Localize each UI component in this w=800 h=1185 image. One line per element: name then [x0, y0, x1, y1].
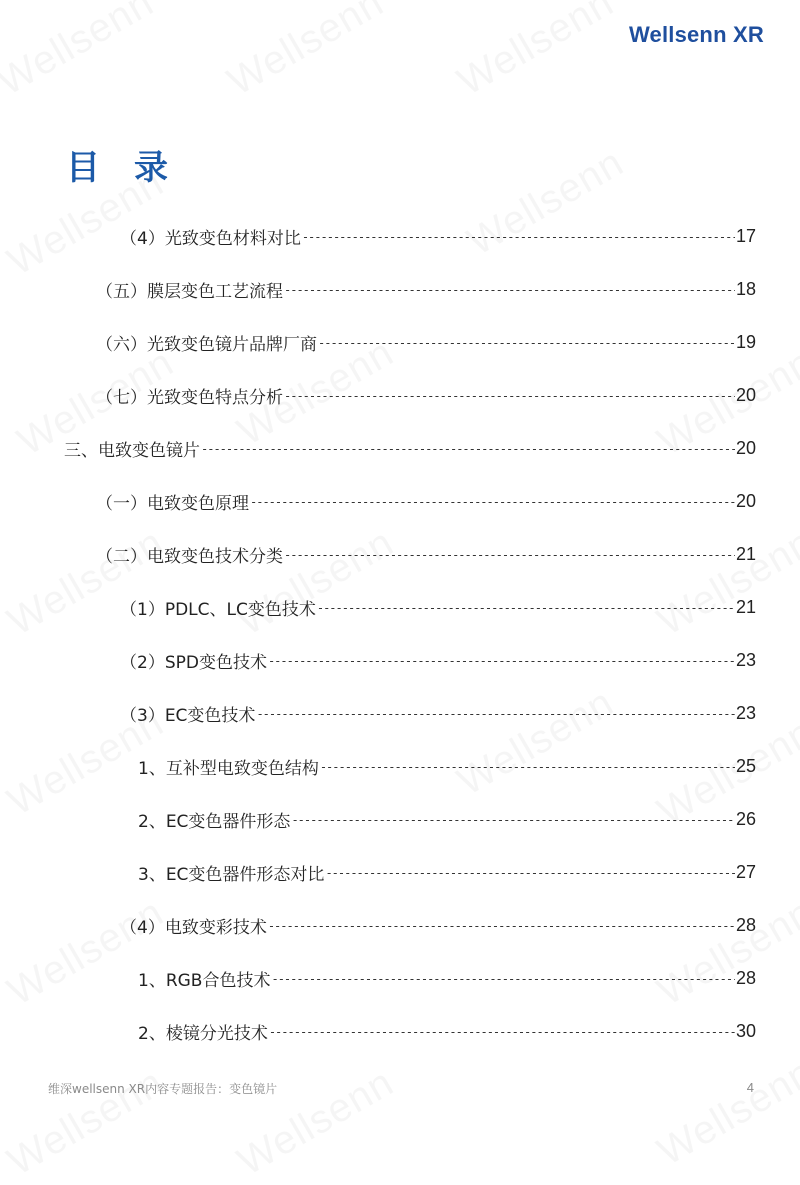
toc-entry[interactable] [64, 422, 756, 475]
toc-entry[interactable] [96, 475, 756, 528]
toc-entry-page: 20 [735, 385, 756, 405]
toc-leader-dashes [269, 1025, 735, 1039]
toc-entry[interactable] [96, 369, 756, 422]
toc-entry-page: 23 [735, 650, 756, 670]
toc-entry-label: （4）电致变彩技术 [120, 918, 267, 938]
toc-entry[interactable] [96, 316, 756, 369]
toc-entry[interactable] [120, 899, 756, 952]
toc-entry-label: 3、EC变色器件形态对比 [138, 865, 325, 885]
toc-leader-dashes [284, 548, 735, 562]
toc-leader-dashes [284, 389, 735, 403]
toc-leader-dashes [291, 813, 735, 827]
toc-leader-dashes [325, 866, 735, 880]
toc-leader-dashes [284, 283, 735, 297]
toc-entry-label: （4）光致变色材料对比 [120, 229, 301, 249]
page-title: 目录 [66, 148, 202, 188]
toc-entry-label: （2）SPD变色技术 [120, 653, 267, 673]
toc-entry-label: （七）光致变色特点分析 [96, 388, 283, 408]
toc-leader-dashes [250, 495, 735, 509]
toc-leader-dashes [320, 760, 735, 774]
toc-entry-page: 23 [735, 703, 756, 723]
toc-entry[interactable] [138, 846, 756, 899]
toc-entry[interactable] [120, 581, 756, 634]
watermark [220, 0, 391, 105]
footer-page-number: 4 [746, 1080, 754, 1095]
toc-entry[interactable] [138, 740, 756, 793]
toc-entry-page: 17 [735, 226, 756, 246]
toc-leader-dashes [302, 230, 735, 244]
toc-leader-dashes [268, 654, 735, 668]
watermark [0, 0, 162, 105]
toc-entry-label: 1、互补型电致变色结构 [138, 759, 319, 779]
toc-entry[interactable] [96, 263, 756, 316]
toc-entry-label: 三、电致变色镜片 [64, 441, 200, 461]
toc-entry[interactable] [96, 528, 756, 581]
toc-entry-page: 27 [735, 862, 756, 882]
toc-entry-page: 28 [735, 915, 756, 935]
watermark [230, 1060, 401, 1185]
toc-entry-label: 2、EC变色器件形态 [138, 812, 291, 832]
toc-entry-page: 19 [735, 332, 756, 352]
toc-entry-label: （五）膜层变色工艺流程 [96, 282, 283, 302]
watermark [0, 1060, 171, 1185]
toc-entry-page: 30 [735, 1021, 756, 1041]
toc-entry[interactable] [120, 210, 756, 263]
toc-leader-dashes [317, 601, 735, 615]
toc-entry-label: 2、棱镜分光技术 [138, 1024, 268, 1044]
toc-entry-label: （六）光致变色镜片品牌厂商 [96, 335, 317, 355]
toc-entry-page: 25 [735, 756, 756, 776]
watermark [650, 1050, 800, 1175]
toc-entry[interactable] [120, 634, 756, 687]
toc-entry-page: 21 [735, 544, 756, 564]
toc-entry-page: 28 [735, 968, 756, 988]
toc-entry-page: 18 [735, 279, 756, 299]
footer-report-title: 维深wellsenn XR内容专题报告：变色镜片 [48, 1082, 278, 1096]
toc-entry-page: 20 [735, 491, 756, 511]
toc-entry-page: 26 [735, 809, 756, 829]
toc-entry-label: （一）电致变色原理 [96, 494, 249, 514]
toc-entry-label: （3）EC变色技术 [120, 706, 256, 726]
toc-entry[interactable] [120, 687, 756, 740]
toc-entry-label: （二）电致变色技术分类 [96, 547, 283, 567]
watermark [450, 0, 621, 105]
toc-entry[interactable] [138, 952, 756, 1005]
toc-entry-label: （1）PDLC、LC变色技术 [120, 600, 316, 620]
toc-entry-page: 20 [735, 438, 756, 458]
toc-leader-dashes [268, 919, 735, 933]
toc-leader-dashes [318, 336, 735, 350]
toc-leader-dashes [256, 707, 735, 721]
toc-entry[interactable] [138, 793, 756, 846]
toc-leader-dashes [271, 972, 735, 986]
toc-entry[interactable] [138, 1005, 756, 1058]
toc-leader-dashes [201, 442, 735, 456]
toc-entry-label: 1、RGB合色技术 [138, 971, 271, 991]
toc-entry-page: 21 [735, 597, 756, 617]
brand-logo: Wellsenn XR [628, 22, 764, 47]
